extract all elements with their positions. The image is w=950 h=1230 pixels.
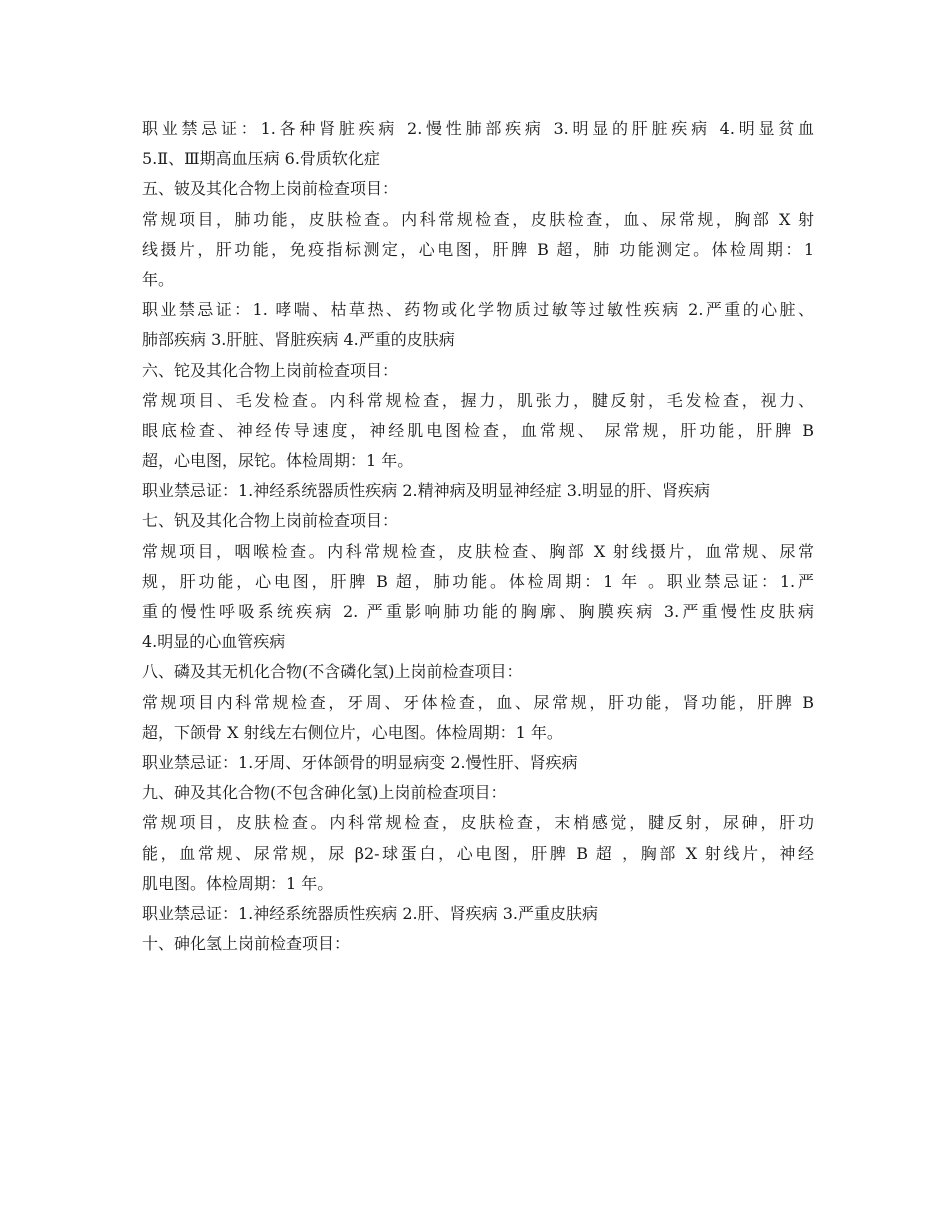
text-line: 5.Ⅱ、Ⅲ期高血压病 6.骨质软化症: [142, 149, 380, 169]
text-line: 肌电图。体检周期：1 年。: [142, 873, 334, 893]
text-line: 职业禁忌证：1.各种肾脏疾病 2.慢性肺部疾病 3.明显的肝脏疾病 4.明显贫血: [142, 119, 814, 138]
text-line: 常规项目，肺功能，皮肤检查。内科常规检查，皮肤检查，血、尿常规，胸部 X 射: [142, 209, 814, 229]
text-line: 常规项目，皮肤检查。内科常规检查，皮肤检查，末梢感觉，腱反射，尿砷，肝功: [142, 813, 814, 833]
text-line: 职业禁忌证：1. 哮喘、枯草热、药物或化学物质过敏等过敏性疾病 2.严重的心脏、: [142, 300, 814, 320]
text-line: 年。: [142, 269, 175, 289]
section-heading: 七、钒及其化合物上岗前检查项目：: [142, 511, 399, 531]
section-heading: 六、铊及其化合物上岗前检查项目：: [142, 360, 399, 380]
section-heading: 五、铍及其化合物上岗前检查项目：: [142, 179, 399, 199]
text-line: 4.明显的心血管疾病: [142, 632, 286, 652]
text-line: 眼底检查、神经传导速度，神经肌电图检查，血常规、 尿常规，肝功能，肝脾 B: [142, 420, 814, 440]
text-line: 常规项目内科常规检查，牙周、牙体检查，血、尿常规，肝功能，肾功能，肝脾 B: [142, 692, 814, 712]
text-line: 常规项目，咽喉检查。内科常规检查，皮肤检查、胸部 X 射线摄片，血常规、尿常: [142, 541, 814, 561]
text-line: 超，下颌骨 X 射线左右侧位片，心电图。体检周期：1 年。: [142, 722, 563, 742]
section-heading: 九、砷及其化合物(不包含砷化氢)上岗前检查项目：: [142, 783, 507, 803]
section-heading: 八、磷及其无机化合物(不含磷化氢)上岗前检查项目：: [142, 662, 523, 682]
text-line: 职业禁忌证：1.牙周、牙体颌骨的明显病变 2.慢性肝、肾疾病: [142, 752, 578, 772]
text-line: 常规项目、毛发检查。内科常规检查，握力，肌张力，腱反射，毛发检查，视力、: [142, 390, 814, 410]
text-line: 线摄片，肝功能，免疫指标测定，心电图，肝脾 B 超，肺 功能测定。体检周期：1: [142, 239, 814, 259]
text-line: 超，心电图，尿铊。体检周期：1 年。: [142, 451, 414, 471]
section-heading: 十、砷化氢上岗前检查项目：: [142, 934, 351, 954]
text-line: 职业禁忌证：1.神经系统器质性疾病 2.精神病及明显神经症 3.明显的肝、肾疾病: [142, 481, 710, 501]
text-line: 重的慢性呼吸系统疾病 2. 严重影响肺功能的胸廓、胸膜疾病 3.严重慢性皮肤病: [142, 602, 814, 621]
text-line: 能，血常规、尿常规，尿 β2-球蛋白，心电图，肝脾 B 超 ，胸部 X 射线片，神经: [142, 843, 814, 863]
text-line: 肺部疾病 3.肝脏、肾脏疾病 4.严重的皮肤病: [142, 330, 455, 350]
document-body: [142, 114, 814, 959]
text-line: 职业禁忌证：1.神经系统器质性疾病 2.肝、肾疾病 3.严重皮肤病: [142, 903, 598, 923]
text-line: 规，肝功能，心电图，肝脾 B 超，肺功能。体检周期：1 年 。职业禁忌证：1.严: [142, 571, 814, 591]
